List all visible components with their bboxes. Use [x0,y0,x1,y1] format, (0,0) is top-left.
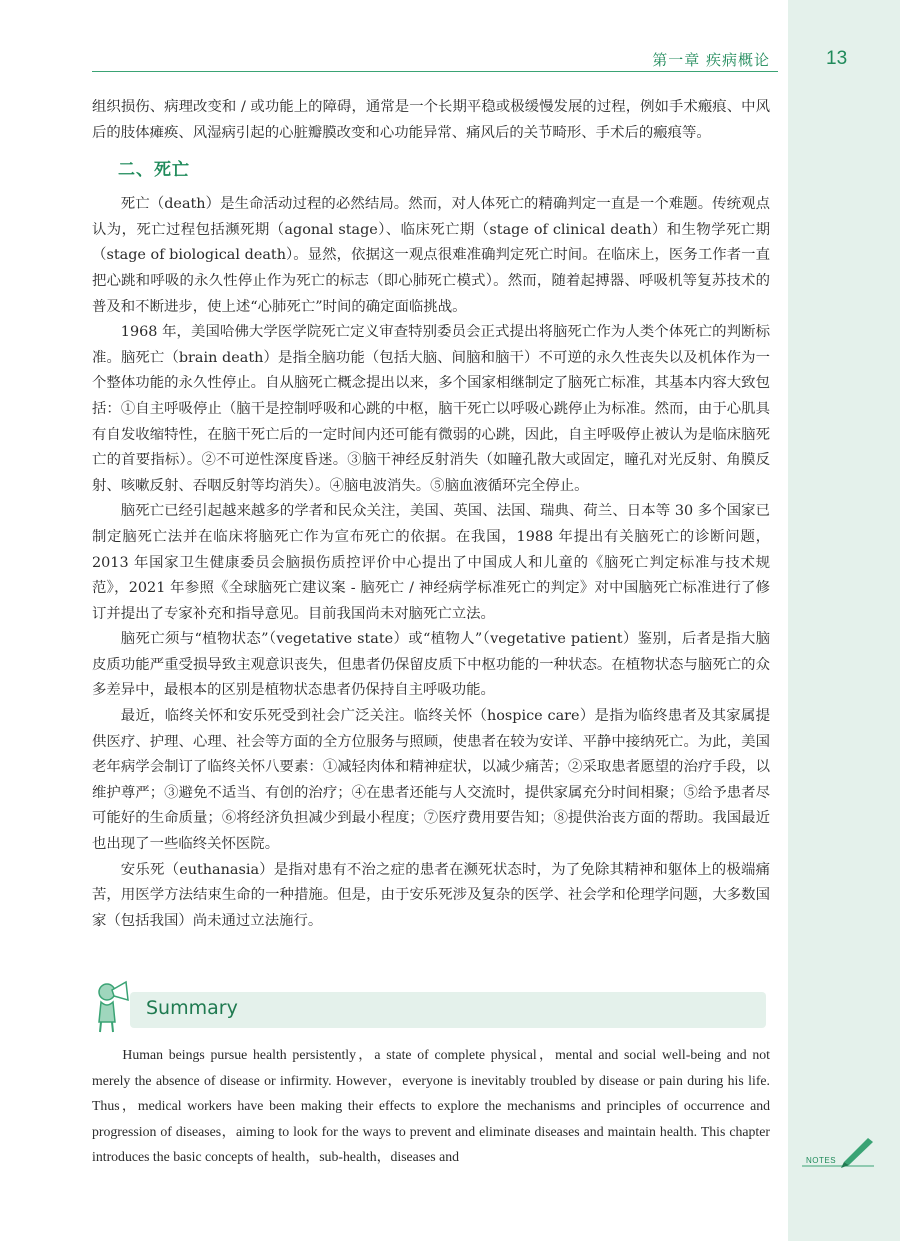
paragraph-hospice-care: 最近，临终关怀和安乐死受到社会广泛关注。临终关怀（hospice care）是指为临终患者及其家属提供医疗、护理、心理、社会等方面的全方位服务与照顾，使患者在较为安详、平静中接纳死亡。为此，美国老年病学会制订了临终关怀八要素：①减轻肉体和精神症状，以减少痛苦；②采取患者愿望的治疗手段，以维护尊严；③避免不适当、有创的治疗；④在患者还能与人交流时，提供家属充分时间相聚；⑤给予患者尽可能好的生命质量；⑥将经济负担减少到最小程度；⑦医疗费用要告知；⑧提供治丧方面的帮助。我国最近也出现了一些临终关怀医院。 [92,708,770,853]
paragraph-continued: 组织损伤、病理改变和 / 或功能上的障碍，通常是一个长期平稳或极缓慢发展的过程，例如手术瘢痕、中风后的肢体瘫痪、风湿病引起的心脏瓣膜改变和心功能异常、痛风后的关节畸形、手术后的瘢痕等。 [92,99,770,141]
paragraph-vegetative-state: 脑死亡须与“植物状态”（vegetative state）或“植物人”（vegetative patient）鉴别，后者是指大脑皮质功能严重受损导致主观意识丧失，但患者仍保留皮质下中枢功能的一种状态。在植物状态与脑死亡的众多差异中，最根本的区别是植物状态患者仍保持自主呼吸功能。 [92,631,770,699]
paragraph-euthanasia: 安乐死（euthanasia）是指对患有不治之症的患者在濒死状态时，为了免除其精神和躯体上的极端痛苦，用医学方法结束生命的一种措施。但是，由于安乐死涉及复杂的医学、社会学和伦理学问题，大多数国家（包括我国）尚未通过立法施行。 [92,861,770,929]
body-text [92,95,770,934]
summary-text [92,1042,770,1170]
pen-notes-icon [800,1132,880,1172]
section-heading: 二、死亡 [118,160,190,181]
paragraph-death-definition: 死亡（death）是生命活动过程的必然结局。然而，对人体死亡的精确判定一直是一个难题。传统观点认为，死亡过程包括濒死期（agonal stage）、临床死亡期（stage of clinical death）和生物学死亡期（stage of biological death）。显然，依据这一观点很难准确判定死亡时间。在临床上，医务工作者一直把心跳和呼吸的永久性停止作为死亡的标志（即心肺死亡模式）。然而，随着起搏器、呼吸机等复苏技术的普及和不断进步，使上述“心肺死亡”时间的确定面临挑战。 [92,196,770,315]
paragraph-brain-death: 1968 年，美国哈佛大学医学院死亡定义审查特别委员会正式提出将脑死亡作为人类个体死亡的判断标准。脑死亡（brain death）是指全脑功能（包括大脑、间脑和脑干）不可逆的永久性丧失以及机体作为一个整体功能的永久性停止。自从脑死亡概念提出以来，多个国家相继制定了脑死亡标准，其基本内容大致包括：①自主呼吸停止（脑干是控制呼吸和心跳的中枢，脑干死亡以呼吸心跳停止为标准。然而，由于心肌具有自发收缩特性，在脑干死亡后的一定时间内还可能有微弱的心跳，因此，自主呼吸停止被认为是临床脑死亡的首要指标）。②不可逆性深度昏迷。③脑干神经反射消失（如瞳孔散大或固定，瞳孔对光反射、角膜反射、咳嗽反射、吞咽反射等均消失）。④脑电波消失。⑤脑血液循环完全停止。 [92,324,770,494]
paragraph-brain-death-law: 脑死亡已经引起越来越多的学者和民众关注，美国、英国、法国、瑞典、荷兰、日本等 30 多个国家已制定脑死亡法并在临床将脑死亡作为宣布死亡的依据。在我国，1988 年提出有关脑死亡的诊断问题，2013 年国家卫生健康委员会脑损伤质控评价中心提出了中国成人和儿童的《脑死亡判定标准与技术规范》，2021 年参照《全球脑死亡建议案 - 脑死亡 / 神经病学标准死亡的判定》对中国脑死亡标准进行了修订并提出了专家补充和指导意见。目前我国尚未对脑死亡立法。 [92,503,770,622]
margin-band [788,0,900,1241]
chapter-label: 第一章 疾病概论 [652,51,770,69]
notes-label: NOTES [806,1156,837,1165]
summary-title: Summary [146,997,238,1019]
megaphone-mascot-icon [92,978,138,1034]
summary-paragraph: Human beings pursue health persistently，a state of complete physical，mental and social well-being and not merely the absence of disease or infirmity. However，everyone is inevitably troubled by disease or pain during his life. Thus，medical workers have been making their effects to explore the mechanisms and principles of occurrence and progression of diseases，aiming to look for the ways to prevent and eliminate diseases and maintain health. This chapter introduces the basic concepts of health，sub-health，diseases and [92,1047,770,1165]
header-rule [92,71,778,72]
page-number: 13 [826,48,848,69]
